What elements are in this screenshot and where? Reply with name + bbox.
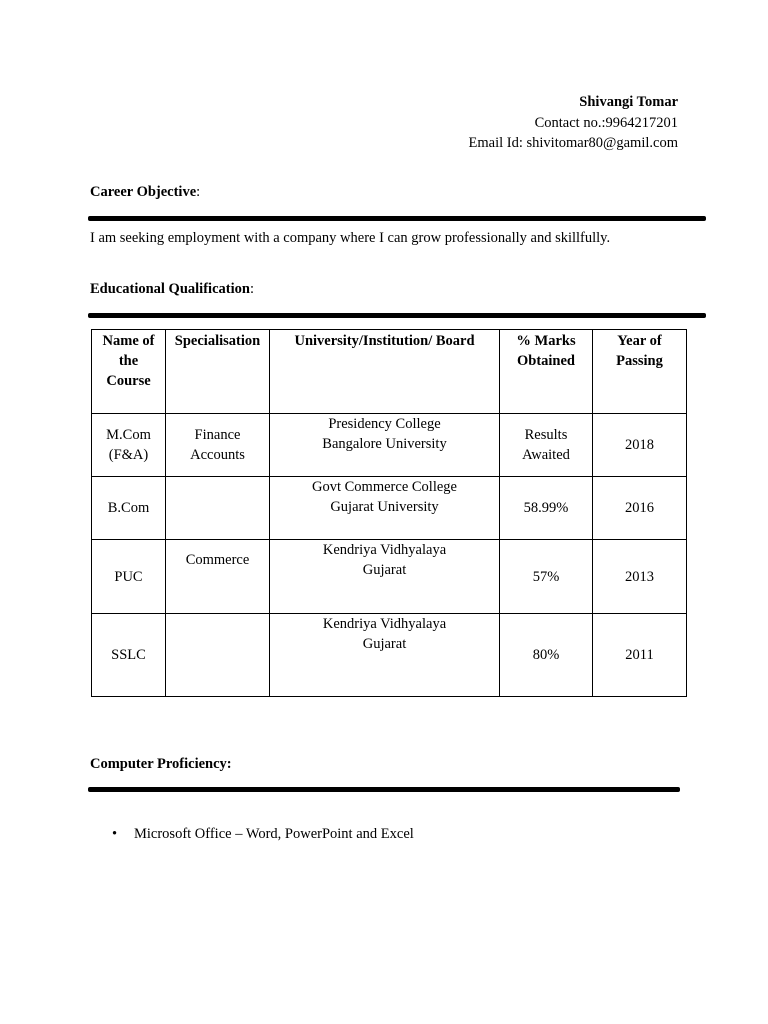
contact-number: Contact no.:9964217201 bbox=[534, 114, 678, 131]
header-specialisation: Specialisation bbox=[166, 330, 270, 414]
cell-institution bbox=[270, 614, 500, 697]
career-objective-text: I am seeking employment with a company where I can grow professionally and skillfully. bbox=[90, 230, 611, 246]
institution-line: Kendriya Vidhyalaya bbox=[322, 616, 447, 632]
bullet-icon: • bbox=[112, 826, 118, 842]
career-objective-rule bbox=[88, 216, 706, 221]
cell-marks: Results Awaited bbox=[500, 414, 593, 477]
cell-marks: 58.99% bbox=[500, 477, 593, 540]
cell-year: 2011 bbox=[593, 614, 687, 697]
cell-course: M.Com (F&A) bbox=[92, 414, 166, 477]
cell-specialisation: Finance Accounts bbox=[166, 414, 270, 477]
table-row bbox=[92, 414, 687, 477]
institution-line: Gujarat University bbox=[330, 499, 439, 515]
table-row bbox=[92, 540, 687, 614]
institution-line: Govt Commerce College bbox=[312, 479, 457, 495]
header-marks: % Marks Obtained bbox=[500, 330, 593, 414]
cell-marks: 57% bbox=[500, 540, 593, 614]
career-objective-heading bbox=[90, 184, 200, 201]
computer-proficiency-heading bbox=[90, 756, 232, 773]
education-table bbox=[91, 329, 687, 697]
skill-text: Microsoft Office – Word, PowerPoint and Excel bbox=[134, 826, 414, 842]
list-item bbox=[112, 826, 414, 843]
cell-specialisation: Commerce bbox=[166, 540, 270, 614]
header-year: Year of Passing bbox=[593, 330, 687, 414]
email-id: Email Id: shivitomar80@gamil.com bbox=[468, 135, 678, 151]
institution-line: Gujarat bbox=[362, 562, 407, 578]
candidate-name: Shivangi Tomar bbox=[579, 94, 678, 110]
education-title: Educational Qualification bbox=[90, 281, 250, 297]
institution-line: Gujarat bbox=[362, 636, 407, 652]
cell-year: 2016 bbox=[593, 477, 687, 540]
cell-specialisation bbox=[166, 477, 270, 540]
cell-course: B.Com bbox=[92, 477, 166, 540]
institution-line: Presidency College bbox=[328, 416, 441, 432]
table-row bbox=[92, 477, 687, 540]
cell-marks: 80% bbox=[500, 614, 593, 697]
education-rule bbox=[88, 313, 706, 318]
career-objective-colon: : bbox=[196, 184, 201, 200]
education-colon: : bbox=[249, 281, 254, 297]
computer-proficiency-rule bbox=[88, 787, 680, 792]
cell-institution bbox=[270, 414, 500, 477]
computer-proficiency-title: Computer Proficiency: bbox=[90, 756, 232, 772]
resume-header bbox=[469, 92, 678, 154]
cell-institution bbox=[270, 540, 500, 614]
cell-year: 2018 bbox=[593, 414, 687, 477]
table-row bbox=[92, 614, 687, 697]
cell-year: 2013 bbox=[593, 540, 687, 614]
cell-institution bbox=[270, 477, 500, 540]
institution-line: Kendriya Vidhyalaya bbox=[322, 542, 447, 558]
cell-course: SSLC bbox=[92, 614, 166, 697]
education-heading bbox=[90, 281, 254, 298]
table-header-row bbox=[92, 330, 687, 414]
cell-specialisation bbox=[166, 614, 270, 697]
career-objective-title: Career Objective bbox=[90, 184, 197, 200]
cell-course: PUC bbox=[92, 540, 166, 614]
institution-line: Bangalore University bbox=[322, 436, 447, 452]
header-course: Name of the Course bbox=[92, 330, 166, 414]
computer-skills-list bbox=[112, 826, 414, 843]
header-university: University/Institution/ Board bbox=[270, 330, 500, 414]
